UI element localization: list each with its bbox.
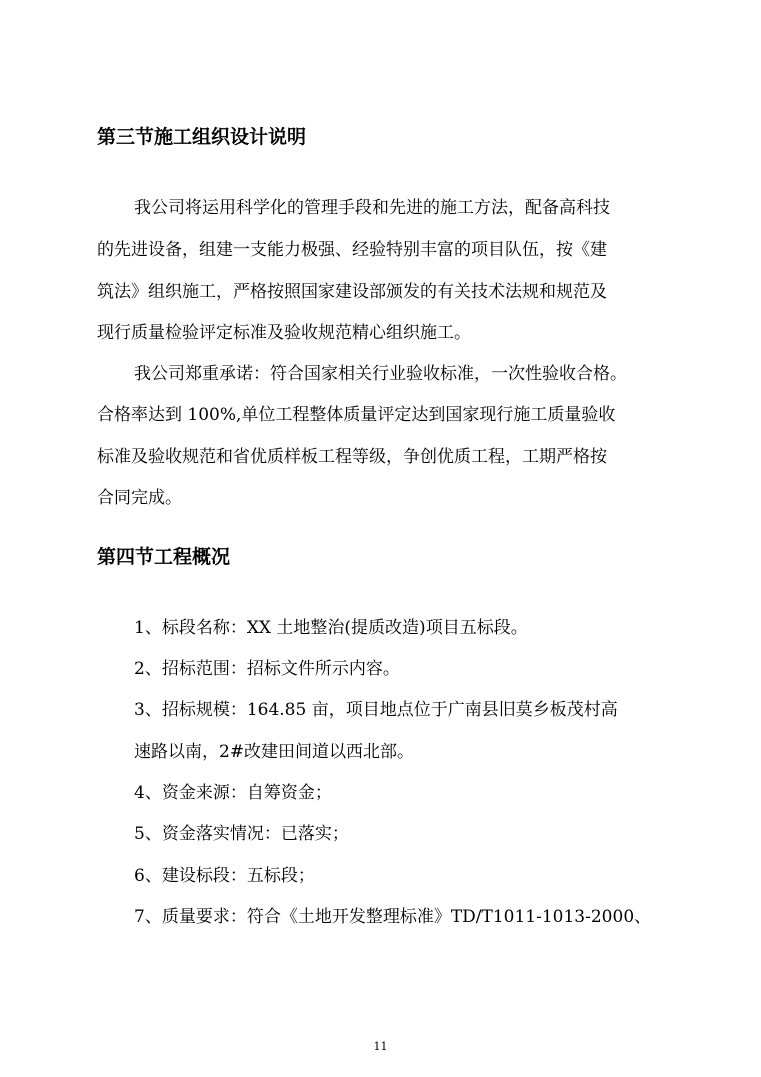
page-number: 11 bbox=[373, 1040, 388, 1053]
section-4-item-3-line-2: 速路以南，2#改建田间道以西北部。 bbox=[134, 742, 415, 762]
section-4-item-6: 6、建设标段：五标段； bbox=[134, 866, 315, 886]
section-4-item-3-line-1: 3、招标规模：164.85 亩，项目地点位于广南县旧莫乡板茂村高 bbox=[134, 700, 618, 720]
section-3-para-2-line-3: 标准及验收规范和省优质样板工程等级，争创优质工程，工期严格按 bbox=[97, 447, 607, 467]
section-3-para-1-line-4: 现行质量检验评定标准及验收规范精心组织施工。 bbox=[97, 323, 471, 343]
section-3-para-2-line-2: 合格率达到 100%,单位工程整体质量评定达到国家现行施工质量验收 bbox=[97, 405, 616, 425]
section-3-para-2-line-4: 合同完成。 bbox=[97, 488, 182, 508]
section-3-para-1-line-1: 我公司将运用科学化的管理手段和先进的施工方法，配备高科技 bbox=[134, 198, 610, 218]
section-4-item-5: 5、资金落实情况：已落实； bbox=[134, 824, 349, 844]
section-4-item-7: 7、质量要求：符合《土地开发整理标准》TD/T1011-1013-2000、 bbox=[134, 907, 652, 927]
section-3-para-1-line-2: 的先进设备，组建一支能力极强、经验特别丰富的项目队伍，按《建 bbox=[97, 240, 607, 260]
section-3-para-1-line-3: 筑法》组织施工，严格按照国家建设部颁发的有关技术法规和规范及 bbox=[97, 282, 607, 302]
section-3-title: 第三节施工组织设计说明 bbox=[97, 126, 307, 148]
section-4-item-2: 2、招标范围：招标文件所示内容。 bbox=[134, 659, 400, 679]
section-4-title: 第四节工程概况 bbox=[97, 546, 231, 568]
section-4-item-1: 1、标段名称：XX 土地整治(提质改造)项目五标段。 bbox=[134, 618, 528, 638]
section-4-item-4: 4、资金来源：自筹资金； bbox=[134, 783, 332, 803]
section-3-para-2-line-1: 我公司郑重承诺：符合国家相关行业验收标准，一次性验收合格。 bbox=[134, 364, 627, 384]
